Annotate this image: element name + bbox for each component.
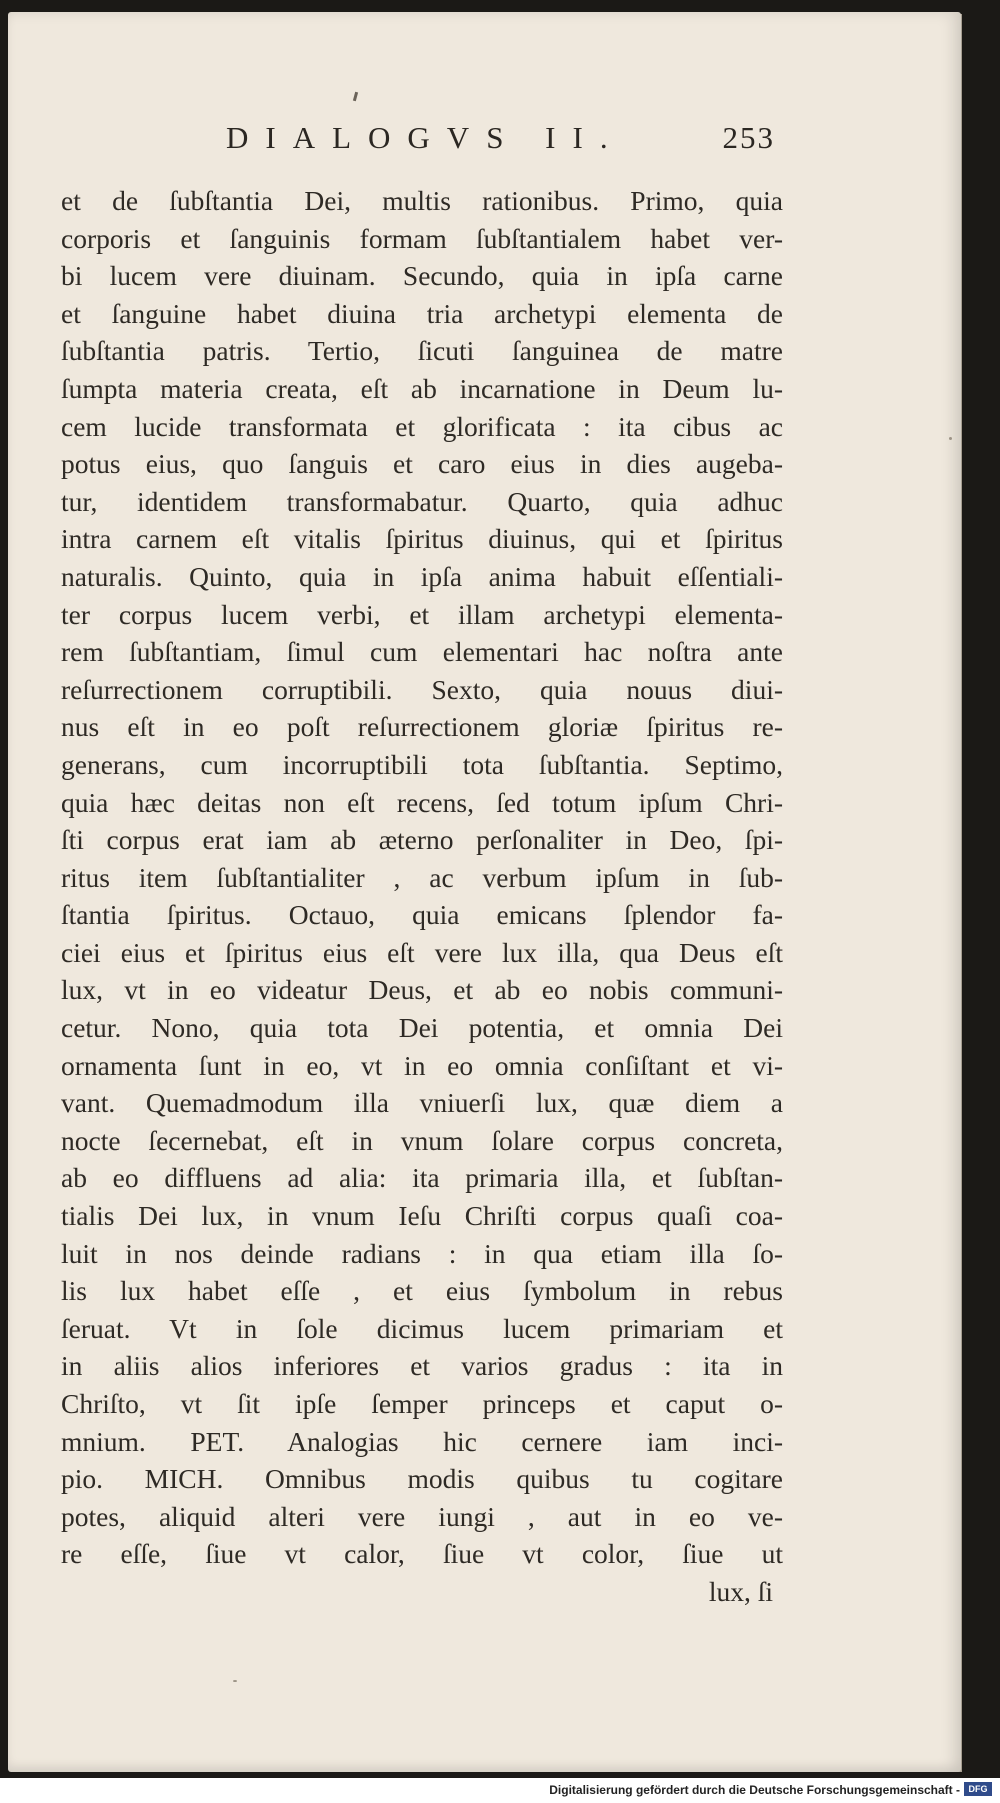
text-line: pio. MICH. Omnibus modis quibus tu cogitare [61, 1463, 783, 1495]
text-line: corporis et ſanguinis formam ſubſtantialem habet ver- [61, 222, 783, 254]
text-line: potus eius, quo ſanguis et caro eius in dies augeba- [61, 448, 783, 480]
text-line: cetur. Nono, quia tota Dei potentia, et omnia Dei [61, 1012, 783, 1044]
text-line: vant. Quemadmodum illa vniuerſi lux, quæ diem a [61, 1087, 783, 1119]
text-line: ſeruat. Vt in ſole dicimus lucem primariam et [61, 1312, 783, 1344]
text-line: reſurrectionem corruptibili. Sexto, quia nouus diui- [61, 673, 783, 705]
text-line: tialis Dei lux, in vnum Ieſu Chriſti corpus quaſi coa- [61, 1200, 783, 1232]
text-line: ſubſtantia patris. Tertio, ſicuti ſanguinea de matre [61, 335, 783, 367]
text-line: lux, vt in eo videatur Deus, et ab eo nobis communi- [61, 974, 783, 1006]
text-line: ter corpus lucem verbi, et illam archetypi elementa- [61, 598, 783, 630]
book-page [8, 12, 961, 1772]
text-line: lis lux habet eſſe , et eius ſymbolum in rebus [61, 1275, 783, 1307]
paper-speck [233, 1680, 237, 1682]
text-line: tur, identidem transformabatur. Quarto, quia adhuc [61, 485, 783, 517]
text-line: potes, aliquid alteri vere iungi , aut in eo ve- [61, 1500, 783, 1532]
text-line: nocte ſecernebat, eſt in vnum ſolare corpus concreta, [61, 1124, 783, 1156]
running-head: DIALOGVS II. [226, 120, 625, 155]
dfg-logo: DFG [964, 1782, 992, 1796]
text-line: ab eo diffluens ad alia: ita primaria illa, et ſubſtan- [61, 1162, 783, 1194]
text-line: re eſſe, ſiue vt calor, ſiue vt color, ſiue ut [61, 1538, 783, 1570]
page-number: 253 [722, 120, 775, 155]
text-line: ritus item ſubſtantialiter , ac verbum ipſum in ſub- [61, 861, 783, 893]
catchword: lux, ſi [708, 1575, 773, 1607]
ink-mark [353, 92, 358, 101]
digitization-footer [0, 1778, 1000, 1803]
funding-credit: Digitalisierung gefördert durch die Deutsche Forschungsgemeinschaft - [549, 1783, 960, 1797]
text-line: ſtantia ſpiritus. Octauo, quia emicans ſplendor fa- [61, 899, 783, 931]
paper-speck [949, 437, 952, 440]
text-line: mnium. PET. Analogias hic cernere iam inci- [61, 1425, 783, 1457]
text-line: quia hæc deitas non eſt recens, ſed totum ipſum Chri- [61, 786, 783, 818]
text-line: ſumpta materia creata, eſt ab incarnatione in Deum lu- [61, 372, 783, 404]
text-line: luit in nos deinde radians : in qua etiam illa ſo- [61, 1237, 783, 1269]
page-header [8, 120, 961, 160]
text-line: nus eſt in eo poſt reſurrectionem gloriæ ſpiritus re- [61, 711, 783, 743]
text-line: cem lucide transformata et glorificata : ita cibus ac [61, 410, 783, 442]
text-line: ornamenta ſunt in eo, vt in eo omnia conſiſtant et vi- [61, 1049, 783, 1081]
text-line: naturalis. Quinto, quia in ipſa anima habuit eſſentiali- [61, 560, 783, 592]
text-line: rem ſubſtantiam, ſimul cum elementari hac noſtra ante [61, 636, 783, 668]
text-line: ſti corpus erat iam ab æterno perſonaliter in Deo, ſpi- [61, 824, 783, 856]
text-line: intra carnem eſt vitalis ſpiritus diuinus, qui et ſpiritus [61, 523, 783, 555]
text-line: ciei eius et ſpiritus eius eſt vere lux illa, qua Deus eſt [61, 936, 783, 968]
text-line: et de ſubſtantia Dei, multis rationibus. Primo, quia [61, 185, 783, 216]
text-line: generans, cum incorruptibili tota ſubſtantia. Septimo, [61, 748, 783, 780]
body-text [61, 182, 783, 1611]
text-line: et ſanguine habet diuina tria archetypi elementa de [61, 297, 783, 329]
text-line: in aliis alios inferiores et varios gradus : ita in [61, 1350, 783, 1382]
text-line: bi lucem vere diuinam. Secundo, quia in ipſa carne [61, 260, 783, 292]
text-line: Chriſto, vt ſit ipſe ſemper princeps et caput o- [61, 1388, 783, 1419]
